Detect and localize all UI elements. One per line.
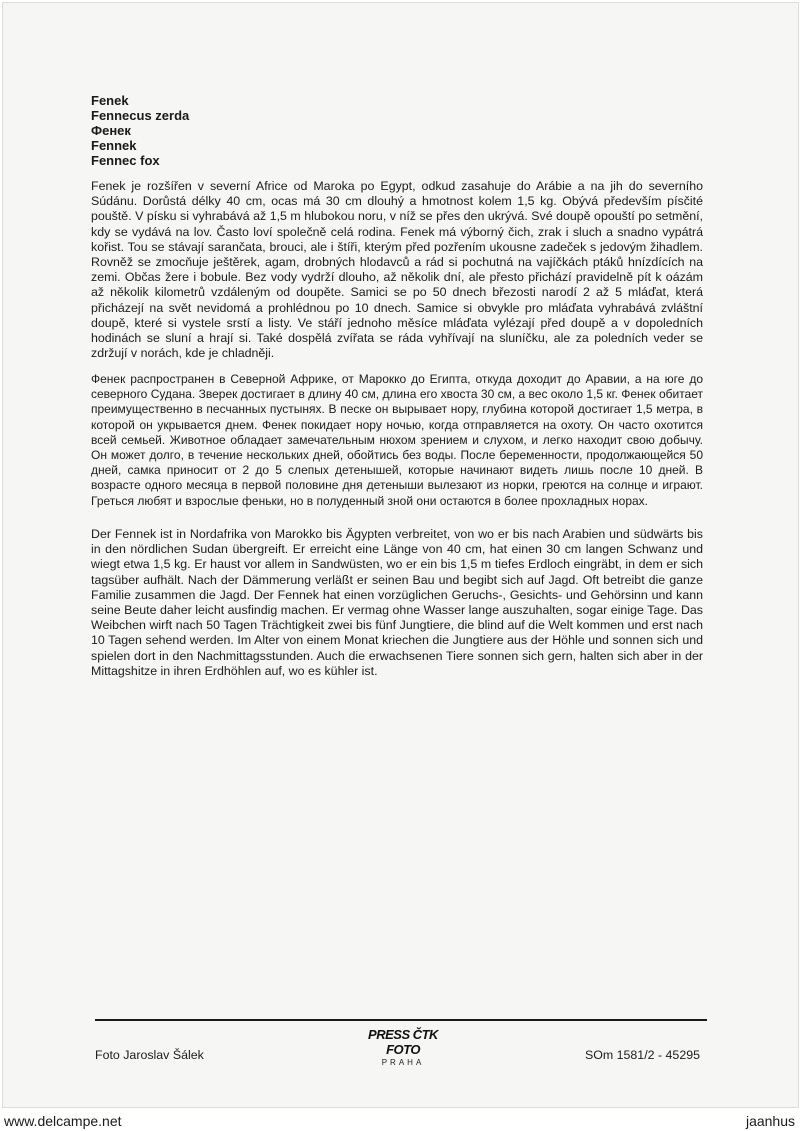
title-german: Fennek <box>91 138 137 153</box>
footer-divider <box>95 1019 707 1021</box>
catalog-number: SOm 1581/2 - 45295 <box>584 1048 700 1062</box>
site-watermark[interactable]: www.delcampe.net <box>4 1113 122 1129</box>
seller-name[interactable]: jaanhus <box>745 1113 795 1129</box>
postcard-back <box>2 2 799 1108</box>
title-latin: Fennecus zerda <box>91 108 190 123</box>
photo-credit: Foto Jaroslav Šálek <box>95 1048 204 1062</box>
species-names <box>91 93 491 168</box>
paragraph-czech: Fenek je rozšířen v severní Africe od Maroka po Egypt, odkud zasahuje do Arábie a na jih do severního Súdánu. Dorůstá délky 40 cm, ocas má 30 cm dlouhý a hmotnost kolem 1,5 kg. Obývá především písčité pouště. V písku si vyhrabává až 1,5 m hlubokou noru, v níž se přes den ukrývá. Své doupě opouští po setmění, kdy se vydává na lov. Často loví společně celá rodina. Fenek má výborný čich, zrak i sluch a snadno vypátrá kořist. Tou se stávají sarančata, brouci, ale i štíři, kterým před pozřením ukousne zadeček s jedovým žihadlem. Rovněž se zmocňuje ještěrek, agam, drobných hlodavců a rád si pochutná na vajíčkách ptáků hnízdících na zemi. Občas žere i bobule. Bez vody vydrží dlouho, až několik dní, ale přesto přichází pravidelně pít k oázám až několik kilometrů vzdáleným od doupěte. Samici se po 50 dnech březosti narodí 2 až 5 mláďat, která přicházejí na svět nevidomá a prohlédnou po 10 dnech. Samice si obvykle pro mláďata vyhrabává zvláštní doupě, které si vystele srstí a listy. Ve stáří jednoho měsíce mláďata vylézají před doupě a v dopoledních hodinách se sluní a hrají si. Také dospělá zvířata se ráda vyhřívají na sluníčku, ale za poledních veder se zdržují v norách, kde je chladněji. <box>91 179 703 361</box>
publisher-logo-text: PRESS ČTK FOTO <box>368 1027 438 1057</box>
paragraph-german: Der Fennek ist in Nordafrika von Marokko bis Ägypten verbreitet, von wo er bis nach Arabien und südwärts bis in den nördlichen Sudan übergreift. Er erreicht eine Länge von 40 cm, hat einen 30 cm langen Schwanz und wiegt etwa 1,5 kg. Er haust vor allem in Sandwüsten, wo er ein bis 1,5 m tiefes Erdloch eingräbt, in dem er sich tagsüber aufhält. Nach der Dämmerung verläßt er seinen Bau und begibt sich auf Jagd. Oft betreibt die ganze Familie zusammen die Jagd. Der Fennek hat einen vorzüglichen Geruchs-, Gesichts- und Gehörsinn und kann seine Beute daher leicht ausfindig machen. Er vermag ohne Wasser lange auszuhalten, sogar einige Tage. Das Weibchen wirft nach 50 Tagen Trächtigkeit zwei bis fünf Jungtiere, die blind auf die Welt kommen und erst nach 10 Tagen sehend werden. Im Alter von einem Monat kriechen die Jungtiere aus der Höhle und sonnen sich und spielen dort in den Nachmittagsstunden. Auch die erwachsenen Tiere sonnen sich gern, halten sich aber in der Mittagshitze in ihren Erdhöhlen auf, wo es kühler ist. <box>91 527 703 678</box>
title-russian: Фенек <box>91 123 131 138</box>
title-czech: Fenek <box>91 93 129 108</box>
paragraph-russian: Фенек распространен в Северной Африке, от Марокко до Египта, откуда доходит до Аравии, а на юге до северного Судана. Зверек достигает в длину 40 см, длина его хвоста 30 см, а вес около 1,5 кг. Фенек обитает преимущественно в песчанных пустынях. В песке он вырывает нору, глубина которой достигает 1,5 метра, в которой он укрывается днем. Фенек покидает нору ночью, когда отправляется на охоту. Он часто охотится всей семьей. Животное обладает замечательным нюхом зрением и слухом, и легко находит свою добычу. Он может долго, в течение нескольких дней, обойтись без воды. После беременности, продолжающейся 50 дней, самка приносит от 2 до 5 слепых детенышей, которые начинают видеть лишь после 10 дней. В возрасте одного месяца в первой половине дня детеныши вылезают из норки, греются на солнце и играют. Греться любят и взрослые феньки, но в полуденный зной они остаются в более прохладных норах. <box>91 372 703 508</box>
title-english: Fennec fox <box>91 153 160 168</box>
watermark-bar <box>0 1111 803 1131</box>
publisher-logo <box>355 1027 451 1067</box>
publisher-city: PRAHA <box>381 1058 425 1067</box>
